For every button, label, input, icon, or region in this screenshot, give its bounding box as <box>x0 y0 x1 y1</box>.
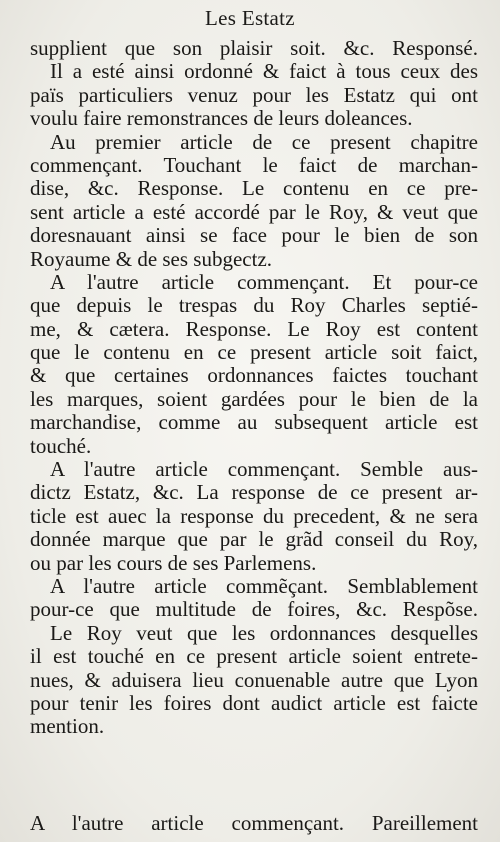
text-line: voulu faire remonstrances de leurs doleances. <box>30 106 413 131</box>
text-line: ticle est auec la response du precedent, & ne sera <box>30 503 478 528</box>
text-line: païs particuliers venuz pour les Estatz qui ont <box>30 82 478 107</box>
text-line: & que certaines ordonnances faictes touchant <box>30 363 478 388</box>
text-line: il est touché en ce present article soient entrete- <box>30 644 478 669</box>
final-line: A l'autre article commençant. Pareillement <box>30 811 478 835</box>
text-line: Il a esté ainsi ordonné & faict à tous ceux des <box>50 59 478 84</box>
text-line: que depuis le trespas du Roy Charles septié- <box>30 293 478 318</box>
text-line: me, & cætera. Response. Le Roy est content <box>30 316 478 341</box>
text-line: ou par les cours de ses Parlemens. <box>30 550 317 575</box>
running-head: Les Estatz <box>205 6 295 30</box>
text-line: Au premier article de ce present chapitre <box>50 129 478 154</box>
text-line: pour-ce que multitude de foires, &c. Respõse. <box>30 597 478 622</box>
text-line: Royaume & de ses subgectz. <box>30 246 273 271</box>
text-line: dise, &c. Response. Le contenu en ce pre- <box>30 176 478 201</box>
text-line: marchandise, comme au subsequent article est <box>30 410 478 435</box>
text-line: touché. <box>30 433 92 458</box>
text-line: sent article a esté accordé par le Roy, & veut que <box>30 199 478 224</box>
text-line: doresnauant ainsi se face pour le bien de son <box>30 223 478 248</box>
text-line: commençant. Touchant le faict de marchan- <box>30 152 478 177</box>
text-line: Le Roy veut que les ordonnances desquelles <box>50 620 478 645</box>
body-text <box>30 37 478 739</box>
text-line: A l'autre article commẽçant. Semblablement <box>50 573 478 598</box>
text-line: A l'autre article commençant. Semble aus- <box>50 457 478 482</box>
text-line: nues, & aduisera lieu conuenable autre que Lyon <box>30 667 478 692</box>
text-line: les marques, soient gardées pour le bien de la <box>30 386 478 411</box>
text-line: mention. <box>30 714 105 739</box>
text-line: que le contenu en ce present article soit faict, <box>30 340 478 365</box>
text-line: supplient que son plaisir soit. &c. Responsé. <box>30 36 478 60</box>
text-line: dictz Estatz, &c. La response de ce present ar- <box>30 480 478 505</box>
text-line: pour tenir les foires dont audict article est faicte <box>30 690 478 715</box>
text-line: A l'autre article commençant. Et pour-ce <box>50 269 478 294</box>
text-line: donnée marque que par le grãd conseil du Roy, <box>30 527 478 552</box>
